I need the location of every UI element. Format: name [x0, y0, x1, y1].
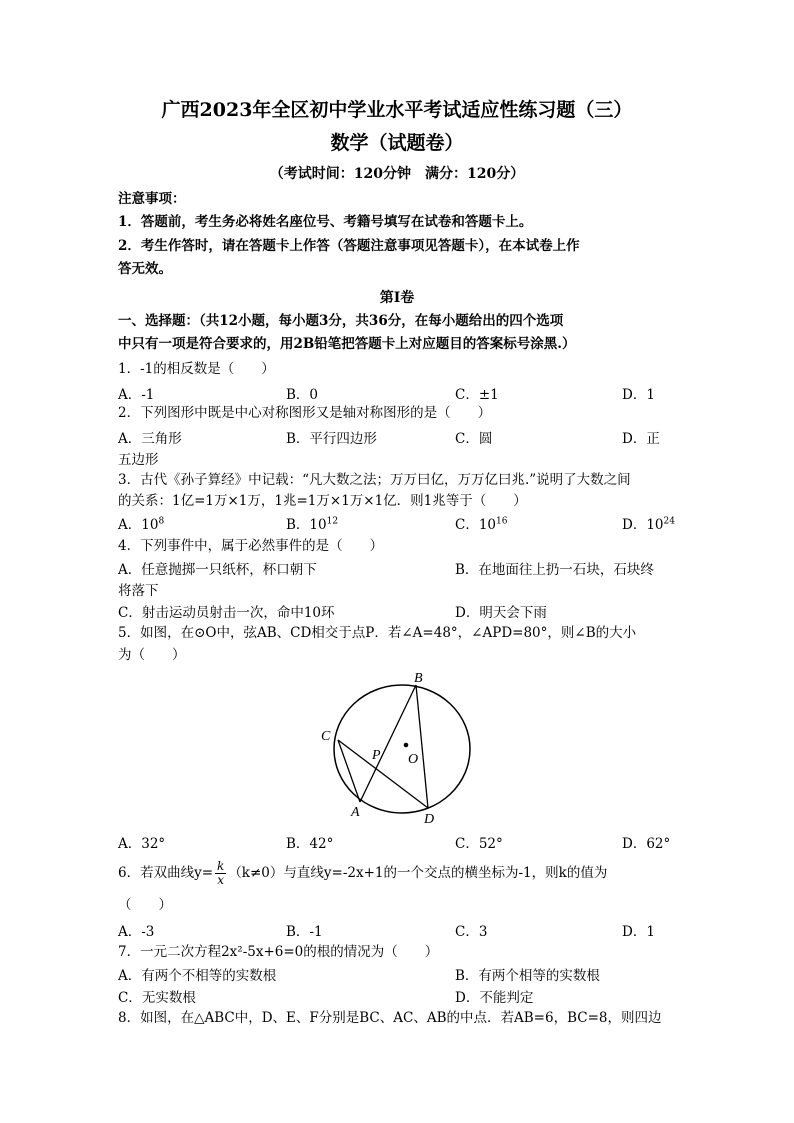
question-4-option-a: A．任意抛掷一只纸杯，杯口朝下	[118, 562, 317, 578]
segment-ca	[338, 740, 360, 802]
part-heading: 第Ⅰ卷	[379, 290, 415, 306]
question-2-stem: 2．下列图形中既是中心对称图形又是轴对称图形的是（ ）	[118, 405, 492, 421]
label-c: C	[321, 729, 331, 744]
note-1: 1．答题前，考生务必将姓名座位号、考籍号填写在试卷和答题卡上。	[118, 214, 533, 230]
label-b: B	[414, 671, 423, 686]
question-2-option-d-cont: 五边形	[118, 452, 159, 468]
question-3-option-b: B．$10^{12}$	[286, 516, 339, 533]
question-4-option-d: D．明天会下雨	[455, 605, 547, 621]
question-2-option-c: C．圆	[455, 431, 493, 447]
section-instructions: 中只有一项是符合要求的，用2B铅笔把答题卡上对应题目的答案标号涂黑.）	[118, 336, 576, 352]
question-4-option-c: C．射击运动员射击一次，命中10环	[118, 605, 335, 621]
question-1-option-c: C．±1	[455, 387, 499, 403]
question-5-option-c: C．52°	[455, 836, 503, 852]
question-6-option-d: D．1	[622, 924, 655, 940]
question-5-stem: 5．如图，在⊙O中，弦AB、CD相交于点P．若∠A=48°，∠APD=80°，则∠B的大小	[118, 625, 637, 641]
question-1-option-d: D．1	[622, 387, 655, 403]
question-1-stem: 1．-1的相反数是（ ）	[118, 361, 275, 377]
label-o: O	[408, 752, 419, 767]
question-6-option-c: C．3	[455, 924, 488, 940]
question-4-option-b: B．在地面往上扔一石块，石块终	[455, 562, 654, 578]
exam-title: 广西2023年全区初中学业水平考试适应性练习题（三）	[161, 99, 633, 121]
question-7-option-d: D．不能判定	[455, 990, 534, 1006]
circle-chord-figure	[310, 668, 485, 828]
question-3-option-d: D．$10^{24}$	[622, 516, 675, 533]
note-2-cont: 答无效。	[118, 261, 172, 277]
chord-cd	[338, 740, 428, 808]
notes-heading: 注意事项：	[118, 191, 186, 207]
question-7-stem: 7．一元二次方程2x²-5x+6=0的根的情况为（ ）	[118, 944, 439, 960]
question-2-option-a: A．三角形	[118, 431, 182, 447]
question-6-option-a: A．-3	[118, 924, 155, 940]
question-5-stem-cont: 为（ ）	[118, 647, 186, 663]
question-3-stem-cont: 的关系：1亿=1万×1万，1兆=1万×1万×1亿．则1兆等于（ ）	[118, 493, 527, 509]
exam-subtitle: 数学（试题卷）	[330, 132, 464, 154]
fraction-k-over-x: $\frac{k}{x}$	[217, 859, 225, 887]
question-5-option-b: B．42°	[286, 836, 334, 852]
label-p: P	[372, 748, 381, 763]
center-point-o	[404, 743, 409, 748]
question-4-stem: 4．下列事件中，属于必然事件的是（ ）	[118, 538, 384, 554]
circle-o	[334, 685, 470, 813]
question-2-option-b: B．平行四边形	[286, 431, 377, 447]
question-2-option-d: D．正	[622, 431, 660, 447]
exam-time-score: （考试时间：120分钟 满分：120分）	[269, 166, 525, 182]
segment-bd	[416, 685, 428, 808]
question-7-option-a: A．有两个不相等的实数根	[118, 968, 277, 984]
label-d: D	[424, 812, 435, 827]
question-6-stem: 6．若双曲线y= $\frac{k}{x}$ （k≠0）与直线y=-2x+1的一个交点的横坐标为-1，则k的值为	[118, 859, 608, 887]
question-5-option-a: A．32°	[118, 836, 166, 852]
question-6-stem-cont: （ ）	[118, 897, 172, 913]
question-1-option-a: A．-1	[118, 387, 155, 403]
question-5-option-d: D．62°	[622, 836, 671, 852]
label-a: A	[351, 805, 360, 820]
note-2: 2．考生作答时，请在答题卡上作答（答题注意事项见答题卡），在本试卷上作	[118, 238, 580, 254]
question-8-stem: 8．如图，在△ABC中，D、E、F分别是BC、AC、AB的中点．若AB=6，BC=8，则四边	[118, 1010, 662, 1026]
question-4-option-b-cont: 将落下	[118, 583, 159, 599]
question-7-option-c: C．无实数根	[118, 990, 196, 1006]
question-3-option-c: C．$10^{16}$	[455, 516, 508, 533]
section-heading: 一、选择题：（共12小题，每小题3分，共36分，在每小题给出的四个选项	[118, 313, 564, 329]
question-3-stem: 3．古代《孙子算经》中记载：“凡大数之法；万万曰亿，万万亿曰兆.”说明了大数之间	[118, 472, 631, 488]
question-6-option-b: B．-1	[286, 924, 323, 940]
question-1-option-b: B．0	[286, 387, 319, 403]
question-7-option-b: B．有两个相等的实数根	[455, 968, 600, 984]
question-3-option-a: A．$10^8$	[118, 516, 165, 533]
